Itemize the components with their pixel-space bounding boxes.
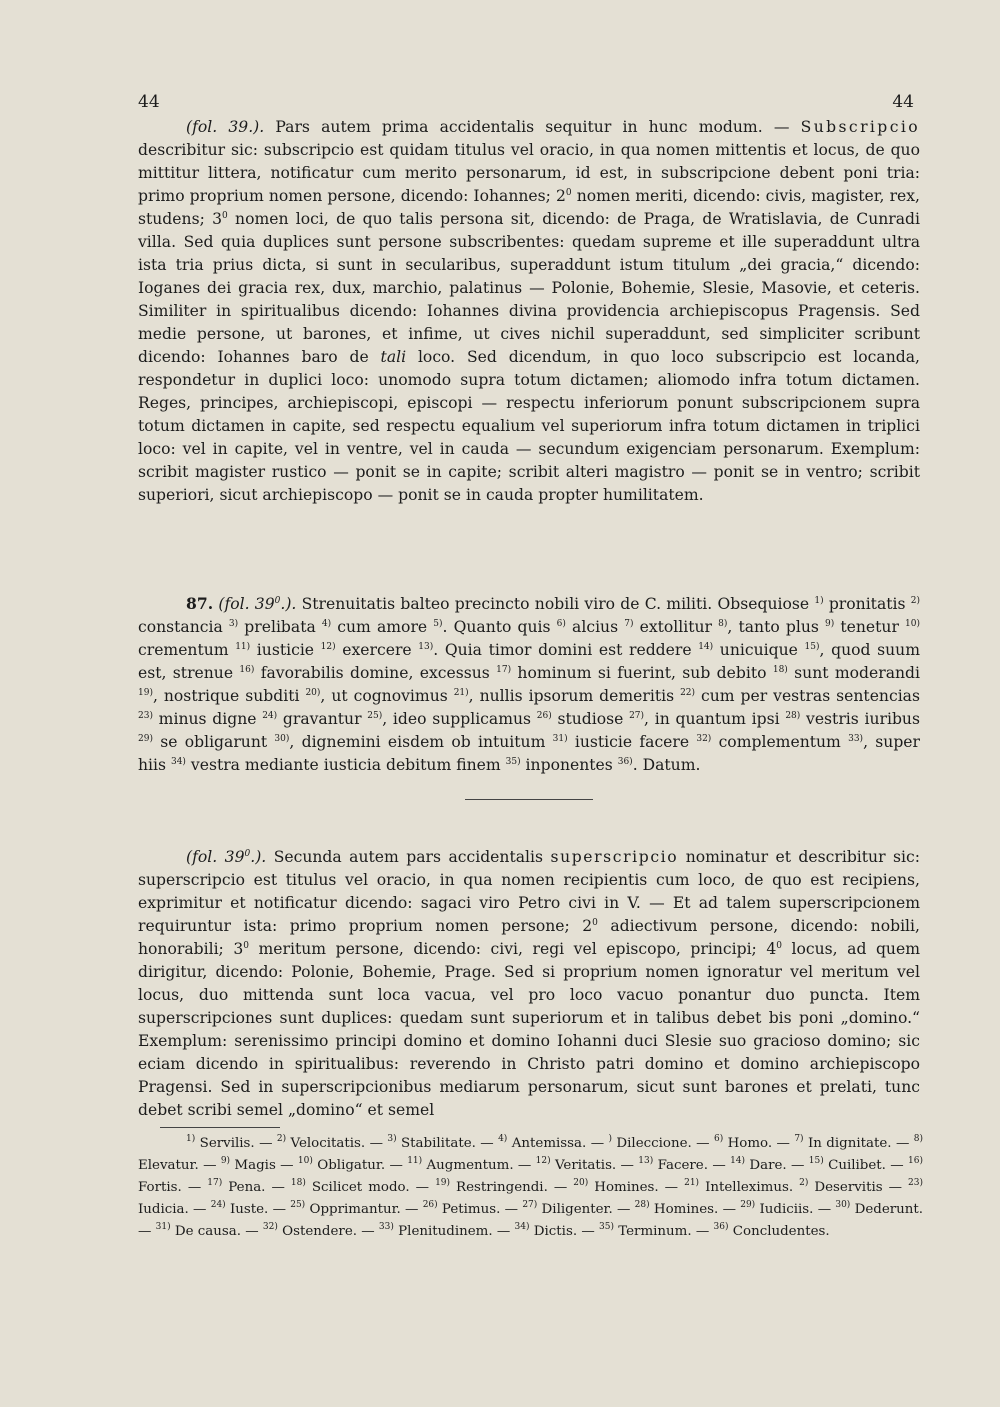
footnote-text: Servilis. — bbox=[195, 1136, 277, 1151]
letter-text-fragment: , super hiis bbox=[138, 733, 920, 774]
letter-text-fragment: crementum bbox=[138, 641, 236, 659]
footnote-number: 27) bbox=[522, 1200, 538, 1210]
folio-ref: (fol. $39^0$.). bbox=[218, 595, 297, 613]
footnote-text: Antemissa. — bbox=[507, 1136, 609, 1151]
footnote-number: 24) bbox=[210, 1200, 226, 1210]
letter-text-fragment: hominum si fuerint, sub debito bbox=[511, 664, 773, 682]
footnote-marker: 6) bbox=[556, 619, 566, 629]
footnote-number: 18) bbox=[290, 1178, 306, 1188]
letter-text-fragment: iusticie facere bbox=[567, 733, 697, 751]
paragraph: 87. (fol. $39^0$.). Strenuitatis balteo precincto nobili viro de C. militi. Obsequiose $^{1)}$ pronitatis $^{2)}$ constancia $^{3)}$ prelibata $^{4)}$ cum amore $^{5)}$. Quanto quis $^{6)}$ alcius $^{7)}$ extollitur $^{8)}$, tanto plus $^{9)}$ tenetur $^{10)}$ crementum $^{11)}$ iusticie $^{12)}$ exercere $^{13)}$. Quia timor domini est reddere $^{14)}$ unicuique $^{15)}$, quod suum est, strenue $^{16)}$ favorabilis domine, excessus $^{17)}$ hominum si fuerint, sub debito $^{18)}$ sunt moderandi $^{19)}$, nostrique subditi $^{20)}$, ut cognovimus $^{21)}$, nullis ipsorum demeritis $^{22)}$ cum per vestras sentencias $^{23)}$ minus digne $^{24)}$ gravantur $^{25)}$, ideo supplicamus $^{26)}$ studiose $^{27)}$, in quantum ipsi $^{28)}$ vestris iuribus $^{29)}$ se obligarunt $^{30)}$, dignemini eisdem ob intuitum $^{31)}$ iusticie facere $^{32)}$ complementum $^{33)}$, super hiis $^{34)}$ vestra mediante iusticia debitum finem $^{35)}$ inponentes $^{36)}$. Datum. bbox=[138, 594, 921, 774]
footnote-number: 26) bbox=[422, 1200, 438, 1210]
footnote-text: In dignitate. — bbox=[803, 1136, 914, 1151]
letter-text-fragment: favorabilis domine, excessus bbox=[254, 664, 497, 682]
footnote-text: Dederunt. — bbox=[138, 1202, 924, 1239]
letter-text-fragment: minus digne bbox=[152, 710, 263, 728]
footnote-number: 2) bbox=[799, 1178, 809, 1188]
footnote-number: 8) bbox=[913, 1134, 923, 1144]
footnote-marker: 34) bbox=[170, 757, 186, 767]
letter-text-fragment: se obligarunt bbox=[152, 733, 275, 751]
letter-text-fragment: , quod suum est, strenue bbox=[138, 641, 920, 682]
footnote-text: Dileccione. — bbox=[612, 1136, 714, 1151]
section-superscripcio bbox=[138, 846, 920, 1122]
footnote-marker: 1) bbox=[814, 596, 824, 606]
letter-number: 87. bbox=[186, 594, 214, 613]
footnote-marker: 33) bbox=[848, 734, 864, 744]
section-letter-87 bbox=[138, 592, 920, 777]
letter-text-fragment: exercere bbox=[335, 641, 419, 659]
footnote-number: 29) bbox=[740, 1200, 756, 1210]
page-number-left: 44 bbox=[138, 92, 160, 112]
letter-text-fragment: , ut cognovimus bbox=[320, 687, 454, 705]
section-divider bbox=[465, 799, 593, 800]
footnote-marker: 9) bbox=[825, 619, 835, 629]
footnote-text: Plenitudinem. — bbox=[393, 1224, 515, 1239]
footnote-marker: 15) bbox=[804, 642, 820, 652]
paragraph: (fol. 39.). Pars autem prima accidentalis sequitur in hunc modum. — Subscripcio describitur sic: subscripcio est quidam titulus vel oracio, in qua nomen mittentis et locus, de quo mittitur littera, notificatur cum merito personarum, id est, in subscripcione debent poni tria: primo proprium nomen persone, dicendo: Iohannes; $2^0$ nomen meriti, dicendo: civis, magister, rex, studens; $3^0$ nomen loci, de quo talis persona sit, dicendo: de Praga, de Wratislavia, de Cunradi villa. Sed quia duplices sunt persone subscribentes: quedam supreme et ille superaddunt ultra ista tria prius dicta, si sunt in secularibus, superaddunt istum titulum „dei gracia,“ dicendo: Ioganes dei gracia rex, dux, marchio, palatinus — Polonie, Bohemie, Slesie, Masovie, et ceteris. Similiter in spiritualibus dicendo: Iohannes divina providencia archiepiscopus Pragensis. Sed medie persone, ut barones, et infime, ut cives nichil superaddunt, sed simpliciter scribunt dicendo: Iohannes baro de tali loco. Sed dicendum, in quo loco subscripcio est locanda, respondetur in duplici loco: unomodo supra totum dictamen; aliomodo infra totum dictamen. Reges, principes, archiepiscopi, episcopi — respectu inferiorum ponunt subscripcionem supra totum dictamen in capite, sed respectu equalium vel superiorum infra totum dictamen in triplici loco: vel in capite, vel in ventre, vel in cauda — secundum exigenciam personarum. Exemplum: scribit magister rustico — ponit se in capite; scribit alteri magistro — ponit se in ventro; scribit superiori, sicut archiepiscopo — ponit se in cauda propter humilitatem. bbox=[138, 118, 921, 504]
letter-text-fragment: cum amore bbox=[331, 618, 434, 636]
letter-text-fragment: , nullis ipsorum demeritis bbox=[468, 687, 681, 705]
footnote-text: Intelleximus. bbox=[699, 1180, 800, 1195]
footnote-number: 28) bbox=[634, 1200, 650, 1210]
footnote-marker: 26) bbox=[536, 711, 552, 721]
footnote-text: Opprimantur. — bbox=[305, 1202, 423, 1217]
footnotes bbox=[138, 1133, 923, 1243]
footnote-text: Concludentes. bbox=[728, 1224, 830, 1239]
footnote-text: Elevatur. — bbox=[138, 1158, 221, 1173]
footnote-marker: 21) bbox=[453, 688, 469, 698]
footnote-marker: 12) bbox=[320, 642, 336, 652]
footnote-marker: 19) bbox=[138, 688, 153, 698]
footnote-text: Augmentum. — bbox=[422, 1158, 536, 1173]
letter-text-fragment: cum per vestras sentencias bbox=[695, 687, 920, 705]
folio-ref: (fol. 39.). bbox=[186, 118, 265, 136]
footnote-text: Scilicet modo. — bbox=[305, 1180, 436, 1195]
letter-text-fragment: complementum bbox=[711, 733, 849, 751]
letter-text-fragment: , in quantum ipsi bbox=[644, 710, 786, 728]
footnote-number: 35) bbox=[599, 1222, 614, 1232]
letter-text-fragment: gravantur bbox=[277, 710, 368, 728]
footnote-number: 2) bbox=[276, 1134, 287, 1144]
footnote-number: 10) bbox=[297, 1156, 313, 1166]
footnote-text: Facere. — bbox=[653, 1158, 731, 1173]
footnote-text: Pena. — bbox=[222, 1180, 291, 1195]
section-subscripcio bbox=[138, 116, 920, 507]
letter-text-fragment: , ideo supplicamus bbox=[382, 710, 537, 728]
footnote-text: Homines. — bbox=[649, 1202, 741, 1217]
letter-text-fragment: sunt moderandi bbox=[787, 664, 921, 682]
footnote-text: Fortis. — bbox=[138, 1180, 208, 1195]
footnote-marker: 14) bbox=[698, 642, 714, 652]
letter-text-fragment: . Quia timor domini est reddere bbox=[433, 641, 699, 659]
footnote-marker: 10) bbox=[905, 619, 920, 629]
footnote-rule bbox=[160, 1127, 280, 1128]
footnote-text: Deservitis — bbox=[808, 1180, 909, 1195]
footnote-text: Dictis. — bbox=[529, 1224, 599, 1239]
footnote-number: ) bbox=[608, 1134, 612, 1144]
footnote-number: 36) bbox=[713, 1222, 729, 1232]
letter-text-fragment: , tanto plus bbox=[727, 618, 825, 636]
letter-text-fragment: vestris iuribus bbox=[800, 710, 920, 728]
footnote-number: 1) bbox=[186, 1134, 196, 1144]
footnote-number: 6) bbox=[713, 1134, 724, 1144]
letter-text-fragment: constancia bbox=[138, 618, 229, 636]
footnote-number: 14) bbox=[730, 1156, 746, 1166]
footnote-number: 19) bbox=[435, 1178, 451, 1188]
footnote-marker: 17) bbox=[496, 665, 512, 675]
footnote-marker: 11) bbox=[235, 642, 251, 652]
letter-text-fragment: tenetur bbox=[834, 618, 906, 636]
letter-text-fragment: Strenuitatis balteo precincto nobili viro de C. militi. Obsequiose bbox=[296, 595, 815, 613]
footnote-marker: 36) bbox=[617, 757, 633, 767]
letter-text bbox=[138, 595, 920, 774]
footnote-marker: 24) bbox=[262, 711, 278, 721]
footnote-text: Homines. — bbox=[588, 1180, 685, 1195]
letter-text-fragment: unicuique bbox=[713, 641, 805, 659]
letter-text-fragment: prelibata bbox=[238, 618, 322, 636]
footnote-number: 30) bbox=[835, 1200, 851, 1210]
footnote-number: 9) bbox=[220, 1156, 231, 1166]
footnote-number: 7) bbox=[794, 1134, 804, 1144]
footnote-number: 13) bbox=[638, 1156, 654, 1166]
footnote-text: Magis — bbox=[230, 1158, 298, 1173]
footnote-number: 25) bbox=[290, 1200, 306, 1210]
letter-text-fragment: , dignemini eisdem ob intuitum bbox=[289, 733, 553, 751]
footnote-text: Diligenter. — bbox=[537, 1202, 635, 1217]
footnote-text: Iudicia. — bbox=[138, 1202, 211, 1217]
footnote-marker: 29) bbox=[138, 734, 153, 744]
footnote-text: Iudiciis. — bbox=[755, 1202, 836, 1217]
footnote-number: 11) bbox=[407, 1156, 423, 1166]
footnote-number: 17) bbox=[207, 1178, 223, 1188]
folio-ref: (fol. $39^0$.). bbox=[186, 848, 267, 866]
letter-text-fragment: vestra mediante iusticia debitum finem bbox=[185, 756, 506, 774]
footnote-number: 12) bbox=[535, 1156, 551, 1166]
letter-text-fragment: alcius bbox=[565, 618, 625, 636]
footnote-marker: 30) bbox=[274, 734, 290, 744]
page-number-right: 44 bbox=[892, 92, 914, 112]
footnote-text: Petimus. — bbox=[437, 1202, 523, 1217]
paragraph: (fol. $39^0$.). Secunda autem pars accidentalis superscripcio nominatur et describitur sic: superscripcio est titulus vel oracio, in qua nomen recipientis cum loco, de quo est recipiens, exprimitur et notificatur dicendo: sagaci viro Petro civi in V. — Et ad talem superscripcionem requiruntur ista: primo proprium nomen persone; $2^0$ adiectivum persone, dicendo: nobili, honorabili; $3^0$ meritum persone, dicendo: civi, regi vel episcopo, principi; $4^0$ locus, ad quem dirigitur, dicendo: Polonie, Bohemie, Prage. Sed si proprium nomen ignoratur vel meritum vel locus, duo mittenda sunt loca vacua, vel pro loco vacuo ponantur duo puncta. Item superscripciones sunt duplices: quedam sunt superiorum et in talibus debet bis poni „domino.“ Exemplum: serenissimo principi domino et domino Iohanni duci Slesie suo gracioso domino; sic eciam dicendo in spiritualibus: reverendo in Christo patri domino et domino archiepiscopo Pragensi. Sed in superscripcionibus mediarum personarum, sicut sunt barones et prelati, tunc debet scribi semel „domino“ et semel bbox=[138, 848, 920, 1119]
footnote-marker: 2) bbox=[910, 596, 920, 606]
footnote-text: Restringendi. — bbox=[450, 1180, 574, 1195]
footnote-marker: 7) bbox=[624, 619, 634, 629]
letter-text-fragment: studiose bbox=[551, 710, 630, 728]
footnote-text: De causa. — bbox=[170, 1224, 263, 1239]
footnote-number: 16) bbox=[908, 1156, 923, 1166]
footnote-text: Velocitatis. — bbox=[286, 1136, 388, 1151]
footnote-number: 20) bbox=[573, 1178, 589, 1188]
letter-text-fragment: pronitatis bbox=[823, 595, 911, 613]
footnote-number: 15) bbox=[808, 1156, 824, 1166]
footnote-text: Obligatur. — bbox=[312, 1158, 408, 1173]
footnote-text: Cuilibet. — bbox=[823, 1158, 909, 1173]
footnote-marker: 4) bbox=[321, 619, 332, 629]
footnote-marker: 28) bbox=[785, 711, 801, 721]
footnote-number: 23) bbox=[908, 1178, 923, 1188]
footnote-number: 33) bbox=[378, 1222, 394, 1232]
footnote-text: Veritatis. — bbox=[550, 1158, 639, 1173]
footnote-marker: 23) bbox=[138, 711, 153, 721]
footnote-text: Terminum. — bbox=[613, 1224, 714, 1239]
footnote-marker: 5) bbox=[433, 619, 443, 629]
footnote-marker: 25) bbox=[367, 711, 383, 721]
footnote-number: 31) bbox=[155, 1222, 171, 1232]
footnote-number: 34) bbox=[514, 1222, 530, 1232]
footnote-number: 4) bbox=[498, 1134, 508, 1144]
footnote-text: Stabilitate. — bbox=[396, 1136, 499, 1151]
letter-text-fragment: . Quanto quis bbox=[442, 618, 557, 636]
footnote-marker: 35) bbox=[505, 757, 521, 767]
footnote-marker: 16) bbox=[239, 665, 255, 675]
letter-text-fragment: , nostrique subditi bbox=[152, 687, 306, 705]
footnote-text: Iuste. — bbox=[225, 1202, 291, 1217]
footnote-marker: 22) bbox=[680, 688, 696, 698]
letter-text-fragment: extollitur bbox=[633, 618, 719, 636]
keyword-superscripcio: superscripcio bbox=[550, 848, 679, 866]
footnote-marker: 20) bbox=[305, 688, 321, 698]
footnote-text: Homo. — bbox=[723, 1136, 795, 1151]
keyword-subscripcio: Subscripcio bbox=[800, 118, 921, 136]
footnote-number: 32) bbox=[262, 1222, 278, 1232]
footnote-text: Dare. — bbox=[745, 1158, 809, 1173]
footnote-marker: 3) bbox=[228, 619, 239, 629]
footnote-marker: 8) bbox=[718, 619, 728, 629]
footnote-marker: 32) bbox=[696, 734, 712, 744]
footnote-marker: 18) bbox=[772, 665, 788, 675]
footnote-number: 21) bbox=[684, 1178, 700, 1188]
footnote-marker: 27) bbox=[629, 711, 645, 721]
letter-text-fragment: iusticie bbox=[250, 641, 321, 659]
footnote-marker: 13) bbox=[418, 642, 434, 652]
footnote-text: Ostendere. — bbox=[277, 1224, 379, 1239]
footnote-number: 3) bbox=[387, 1134, 397, 1144]
footnote-marker: 31) bbox=[552, 734, 568, 744]
letter-text-fragment: inponentes bbox=[520, 756, 618, 774]
